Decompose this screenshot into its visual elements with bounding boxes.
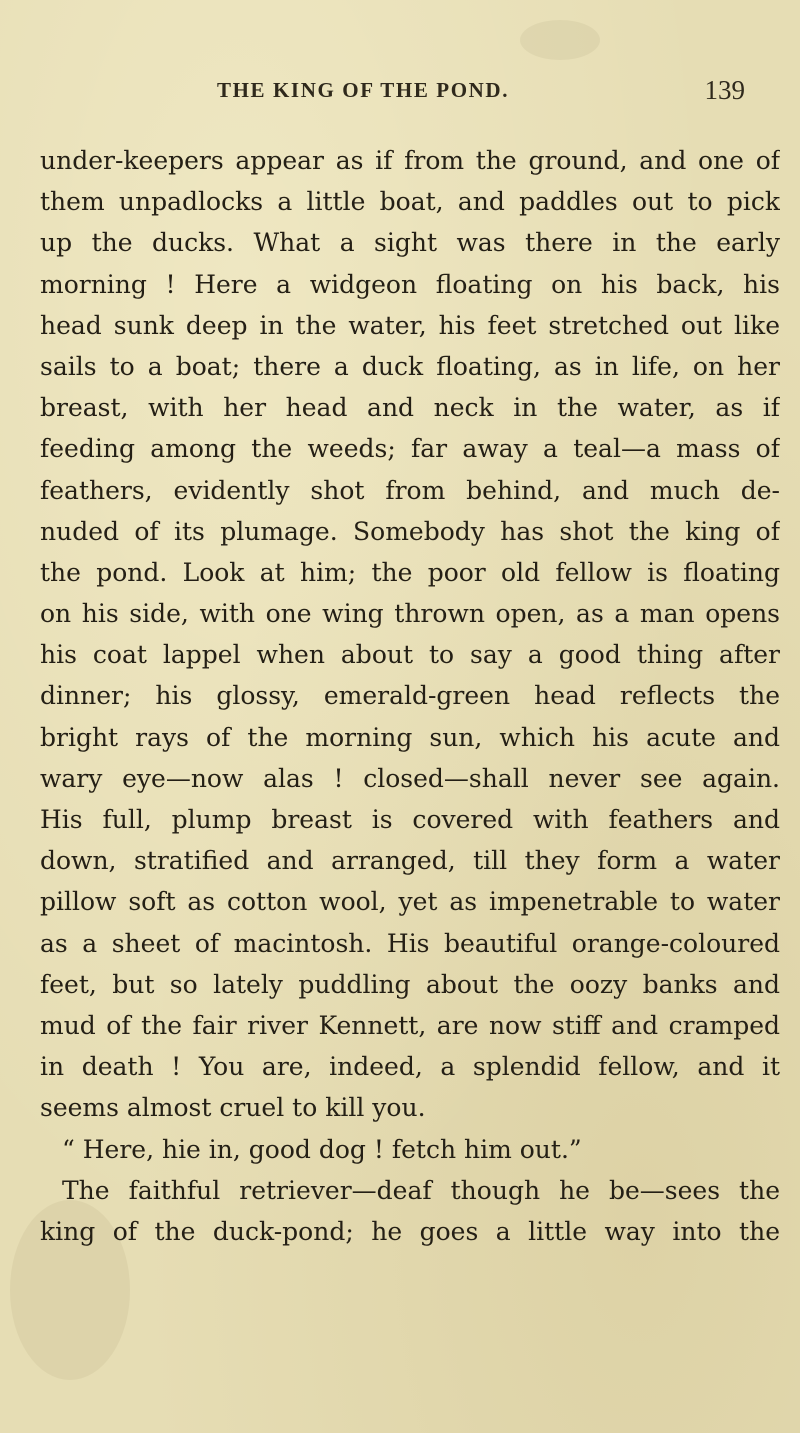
text-line: nuded of its plumage. Somebody has shot the king of [40, 516, 780, 546]
text-line: under-keepers appear as if from the ground, and one of [40, 146, 780, 175]
text-line: feet, but so lately puddling about the oozy banks and [40, 969, 780, 999]
text-line: dinner; his glossy, emerald-green head reflects the [40, 681, 780, 711]
text-line: The faithful retriever—deaf though he be—sees the [62, 1175, 780, 1205]
text-line: on his side, with one wing thrown open, as a man opens [40, 599, 780, 629]
text-line: feeding among the weeds; far away a teal—a mass of [40, 434, 780, 464]
text-line: morning ! Here a widgeon floating on his back, his [40, 269, 780, 299]
text-line: up the ducks. What a sight was there in the early [40, 228, 780, 258]
text-line: breast, with her head and neck in the water, as if [40, 393, 780, 423]
paper-stain [520, 20, 600, 60]
body-text [40, 140, 780, 1252]
text-line: wary eye—now alas ! closed—shall never see again. [40, 763, 780, 793]
text-line: king of the duck-pond; he goes a little way into the [40, 1216, 780, 1246]
text-line: bright rays of the morning sun, which his acute and [40, 722, 780, 752]
text-line: them unpadlocks a little boat, and paddles out to pick [40, 187, 780, 217]
text-line: pillow soft as cotton wool, yet as impenetrable to water [40, 887, 780, 917]
page-number: 139 [704, 75, 745, 105]
running-title: THE KING OF THE POND. [217, 78, 510, 102]
text-line: sails to a boat; there a duck floating, as in life, on her [40, 351, 780, 381]
paragraph-end-line: seems almost cruel to kill you. [40, 1093, 426, 1123]
text-line: as a sheet of macintosh. His beautiful orange-coloured [40, 928, 780, 958]
text-line: his coat lappel when about to say a good thing after [40, 640, 780, 670]
dialogue-line: “ Here, hie in, good dog ! fetch him out.” [62, 1134, 582, 1164]
text-line: His full, plump breast is covered with feathers and [40, 805, 780, 834]
text-line: the pond. Look at him; the poor old fellow is floating [40, 557, 780, 587]
text-line: in death ! You are, indeed, a splendid fellow, and it [40, 1052, 780, 1082]
text-line: head sunk deep in the water, his feet stretched out like [40, 310, 780, 340]
text-line: down, stratified and arranged, till they form a water [40, 846, 780, 876]
text-line: mud of the fair river Kennett, are now stiff and cramped [40, 1010, 780, 1040]
text-line: feathers, evidently shot from behind, and much de- [40, 475, 780, 505]
